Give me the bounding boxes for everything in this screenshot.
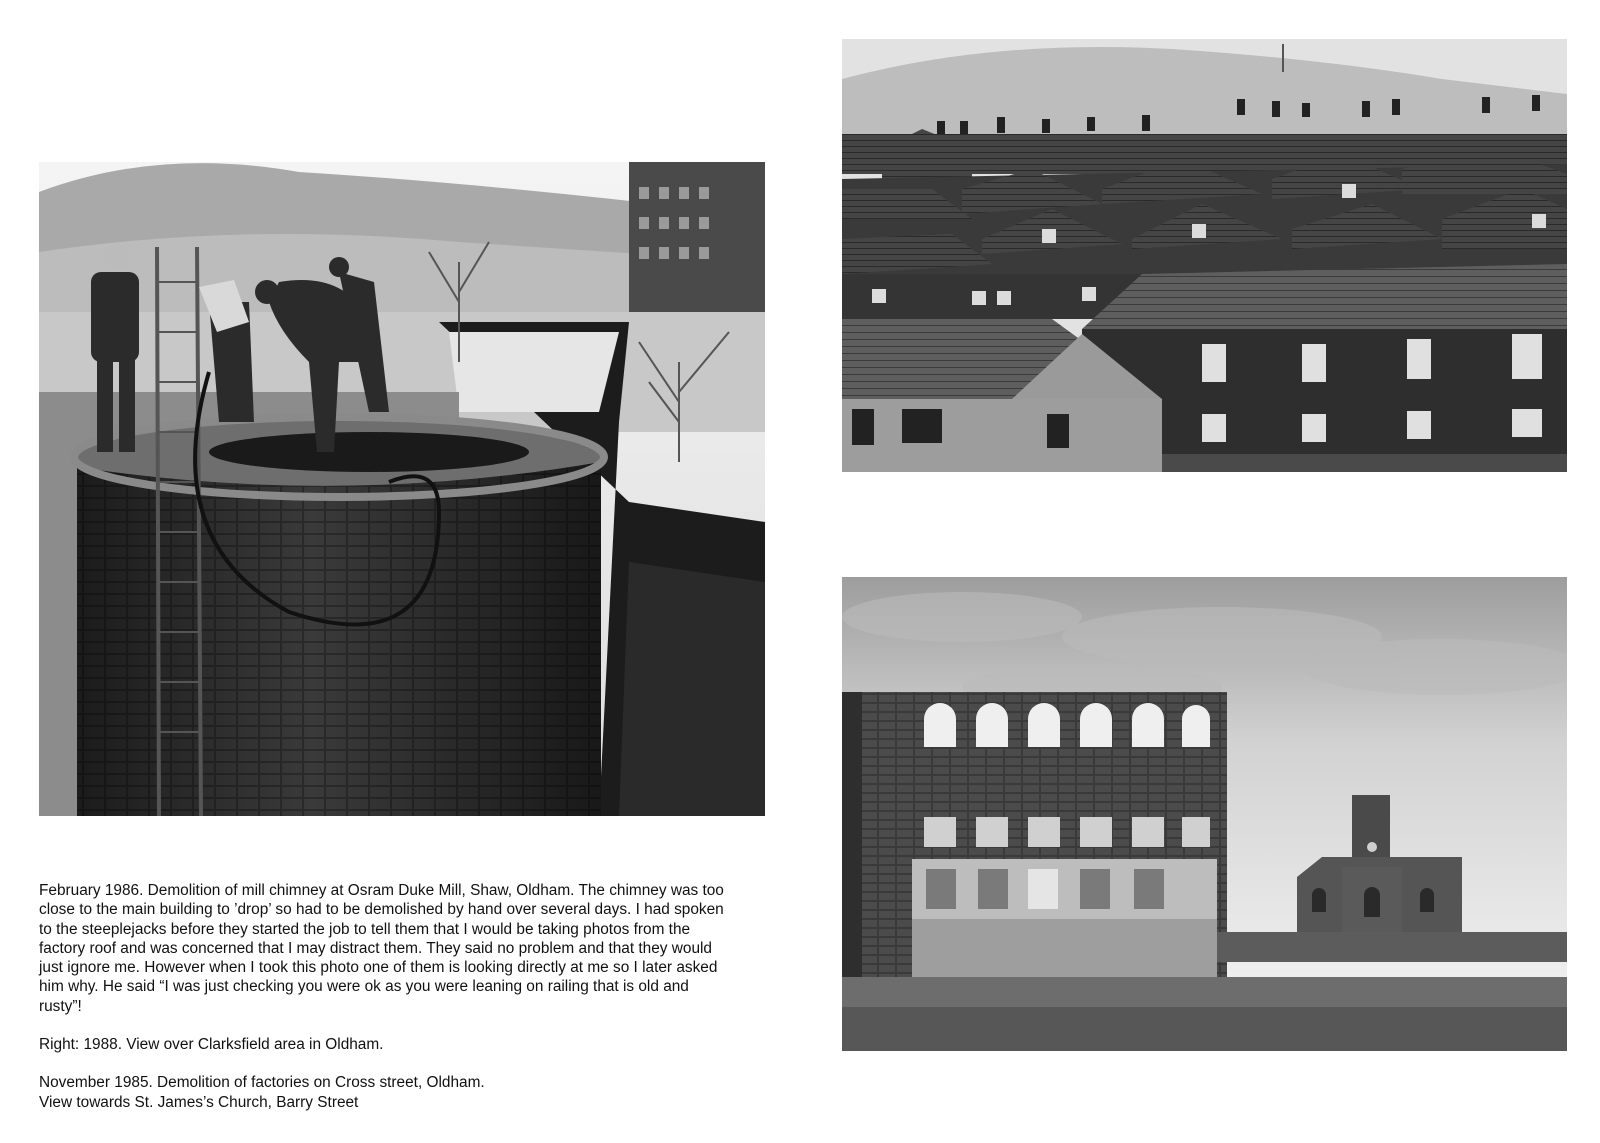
clarksfield-rooftops-photo <box>842 39 1567 472</box>
chimney-demolition-photo <box>39 162 765 816</box>
houses-caption: Right: 1988. View over Clarksfield area in Oldham. <box>39 1036 384 1054</box>
chimney-caption: February 1986. Demolition of mill chimney at Osram Duke Mill, Shaw, Oldham. The chimney was too close to the main building to ’drop’ so had to be demolished by hand over several days. I had spoken to the steeplejacks before they started the job to tell them that I would be taking photos from the factory roof and was concerned that I may distract them. They said no problem and that they would just ignore me. However when I took this photo one of them is looking directly at me so I later asked him why. He said “I was just checking you were ok as you were leaning on railing that is old and rusty”! <box>39 882 724 1015</box>
factory-caption: November 1985. Demolition of factories on Cross street, Oldham. View towards St. James’s Church, Barry Street <box>39 1074 485 1111</box>
photo-captions <box>39 881 779 1112</box>
factory-demolition-photo <box>842 577 1567 1051</box>
